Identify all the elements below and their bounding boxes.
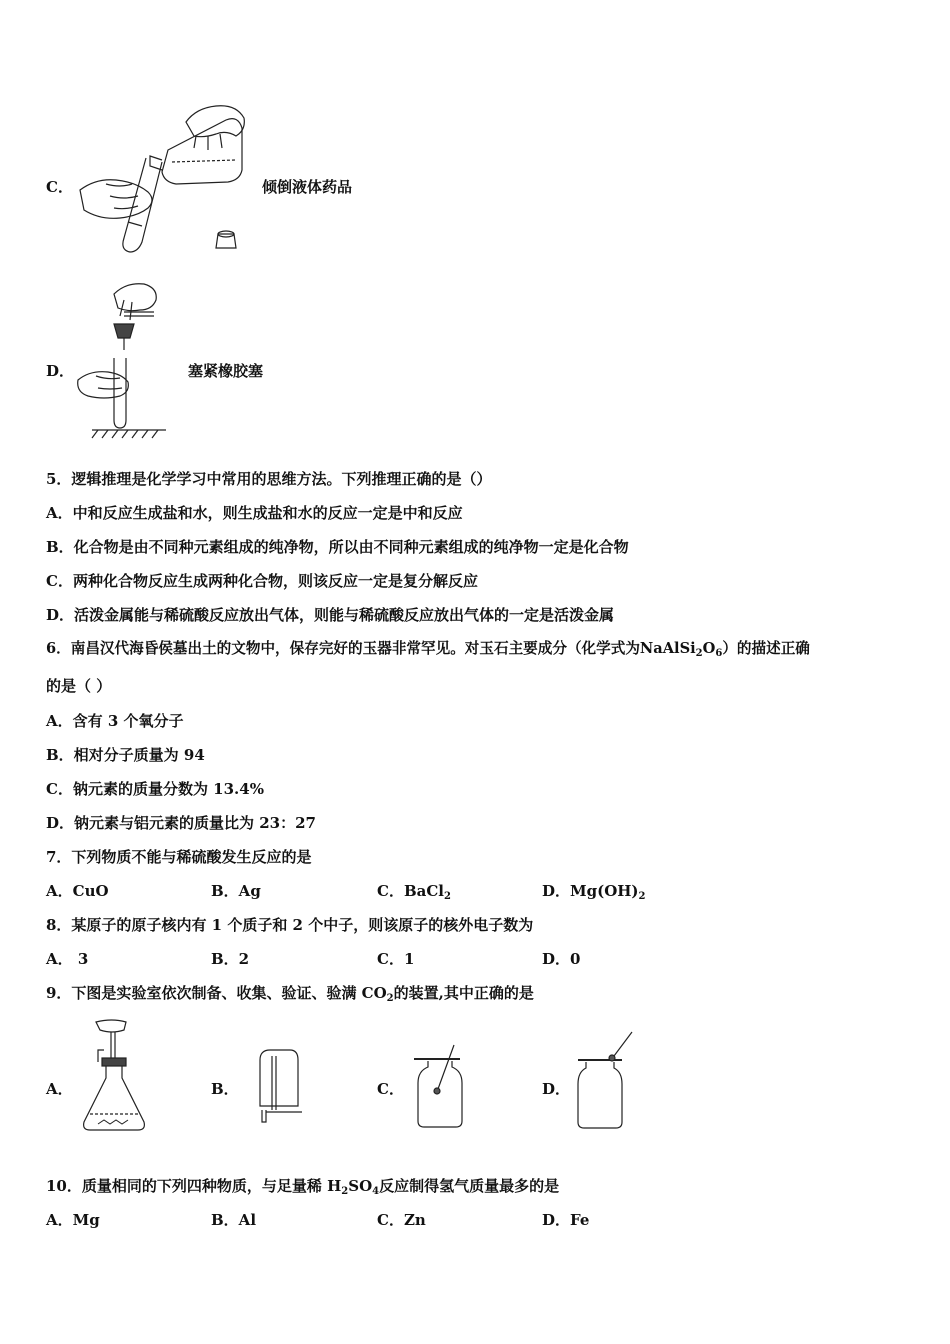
q6-option-c[interactable]: C．钠元素的质量分数为 13.4%: [46, 780, 264, 798]
q6-stem-line2: 的是（ ）: [46, 677, 112, 695]
figure-c-caption: 倾倒液体药品: [262, 178, 353, 196]
q9-option-c-label[interactable]: C．: [377, 1080, 404, 1098]
q10-stem: 10．质量相同的下列四种物质，与足量稀 $H_2SO_4$反应制得氢气质量最多的是: [46, 1177, 560, 1197]
q8-option-d[interactable]: D．0: [542, 950, 581, 968]
q5-stem: 5．逻辑推理是化学学习中常用的思维方法。下列推理正确的是（）: [46, 470, 492, 488]
figure-c-label: C．: [46, 178, 73, 196]
figure-d-caption: 塞紧橡胶塞: [188, 362, 264, 380]
q7-option-b[interactable]: B．Ag: [211, 882, 261, 900]
q6-option-a[interactable]: A．含有 3 个氧分子: [46, 712, 184, 730]
q7-option-c[interactable]: C．BaCl$_2$: [377, 882, 451, 902]
q9-option-b-label[interactable]: B．: [211, 1080, 239, 1098]
q8-option-a[interactable]: A． 3: [46, 950, 89, 968]
q10-option-c[interactable]: C．Zn: [377, 1211, 426, 1229]
q6-stem-post: ）的描述正确: [722, 640, 810, 657]
q7-option-a[interactable]: A．CuO: [46, 882, 109, 900]
q9-option-c-bottle-with-stick: [412, 1043, 468, 1129]
q7-stem: 7．下列物质不能与稀硫酸发生反应的是: [46, 848, 312, 866]
q5-option-b[interactable]: B．化合物是由不同种元素组成的纯净物，所以由不同种元素组成的纯净物一定是化合物: [46, 538, 629, 556]
q6-option-b[interactable]: B．相对分子质量为 94: [46, 746, 205, 764]
stopper-insertion-illustration: [74, 280, 174, 440]
pouring-liquid-illustration: [76, 100, 256, 255]
q5-option-d[interactable]: D．活泼金属能与稀硫酸反应放出气体，则能与稀硫酸反应放出气体的一定是活泼金属: [46, 606, 615, 624]
q6-option-d[interactable]: D．钠元素与铝元素的质量比为 23：27: [46, 814, 316, 832]
q8-stem: 8．某原子的原子核内有 1 个质子和 2 个中子，则该原子的核外电子数为: [46, 916, 534, 934]
q8-option-c[interactable]: C．1: [377, 950, 415, 968]
q9-option-a-flask-apparatus: [78, 1018, 150, 1134]
q10-option-d[interactable]: D．Fe: [542, 1211, 590, 1229]
q9-option-a-label[interactable]: A．: [46, 1080, 73, 1098]
q10-option-b[interactable]: B．Al: [211, 1211, 257, 1229]
q6-formula: $NaAlSi_2O_6$: [639, 640, 723, 659]
q7-option-d[interactable]: D．$Mg(OH)_2$: [542, 882, 646, 902]
q6-stem-pre: 6．南昌汉代海昏侯墓出土的文物中，保存完好的玉器非常罕见。对玉石主要成分（化学式为: [46, 640, 640, 657]
q9-option-d-bottle-with-stick: [574, 1030, 638, 1130]
q10-option-a[interactable]: A．Mg: [46, 1211, 100, 1229]
q9-option-b-inverted-bottle: [252, 1046, 304, 1124]
q9-option-d-label[interactable]: D．: [542, 1080, 571, 1098]
q5-option-c[interactable]: C．两种化合物反应生成两种化合物，则该反应一定是复分解反应: [46, 572, 478, 590]
q8-option-b[interactable]: B．2: [211, 950, 250, 968]
q6-stem: [46, 639, 810, 659]
q9-stem: 9．下图是实验室依次制备、收集、验证、验满 $CO_2$的装置,其中正确的是: [46, 984, 534, 1004]
q5-option-a[interactable]: A．中和反应生成盐和水，则生成盐和水的反应一定是中和反应: [46, 504, 463, 522]
figure-d-label: D．: [46, 362, 75, 380]
